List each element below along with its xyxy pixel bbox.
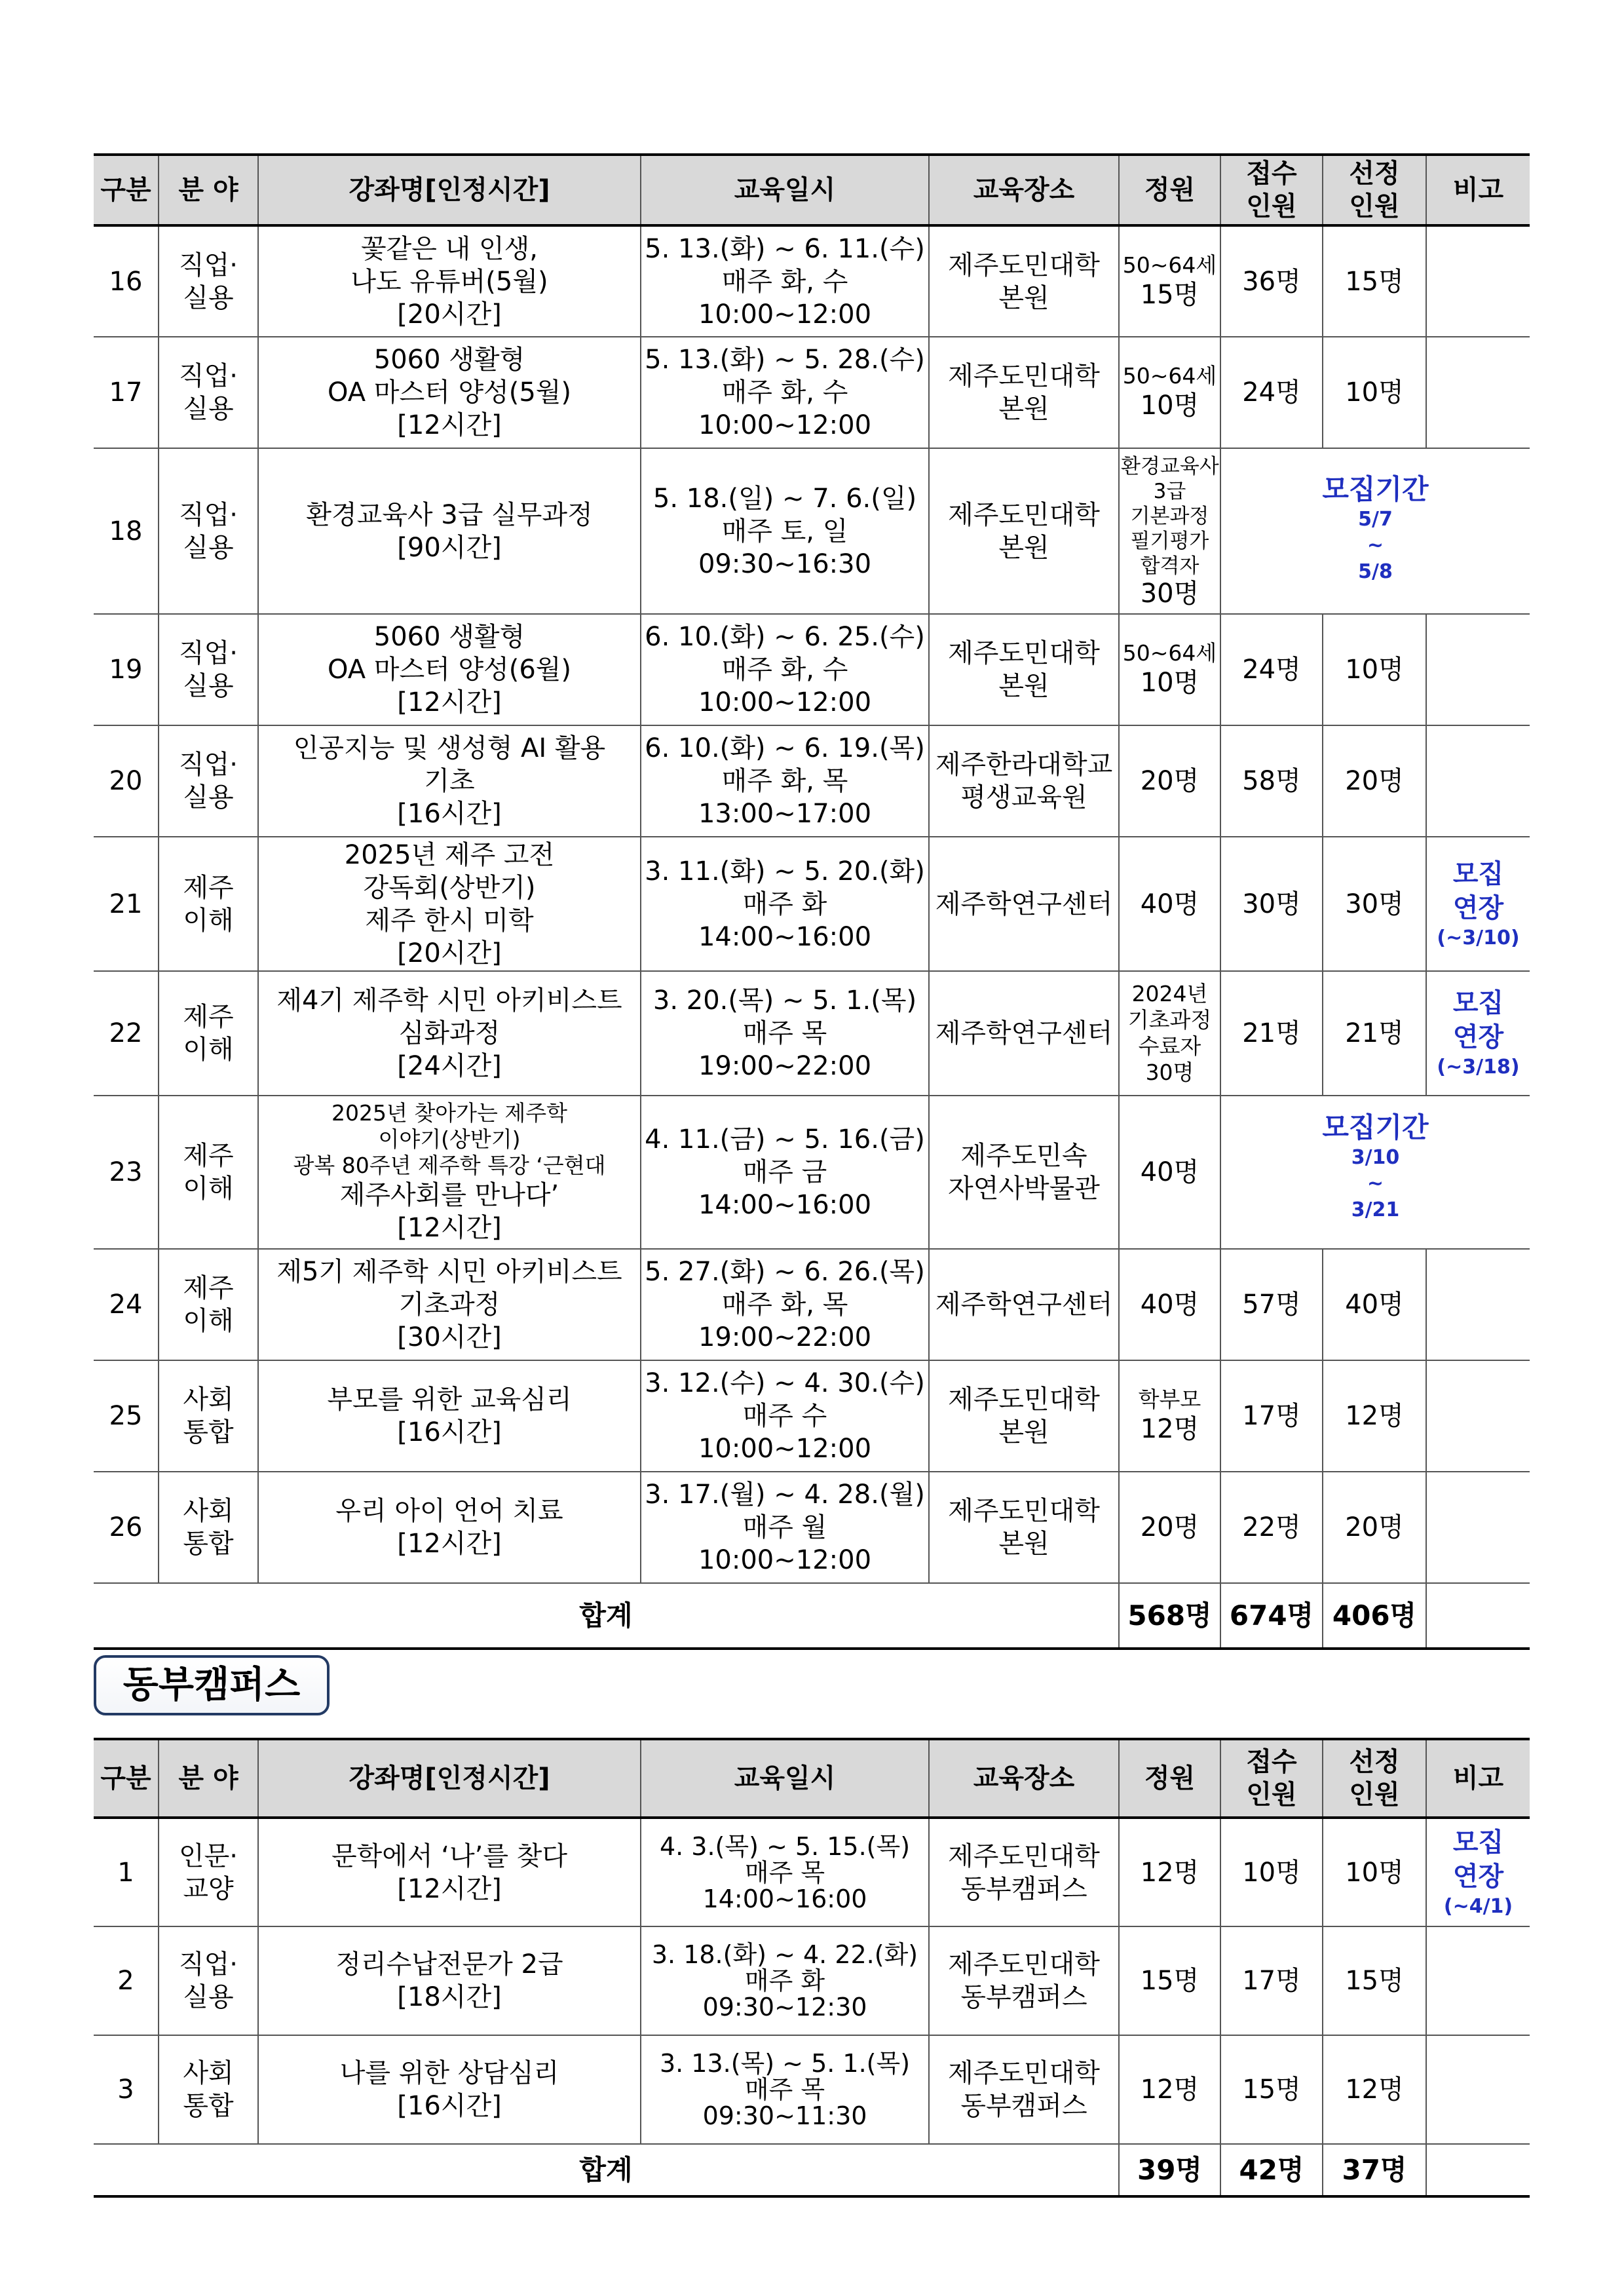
table-row: [94, 1818, 1530, 1926]
table-row: [94, 337, 1530, 448]
row-place: 제주도민대학 동부캠퍼스: [929, 1926, 1119, 2035]
row-place: 제주도민대학 본원: [929, 614, 1119, 725]
row-field: 제주 이해: [159, 837, 258, 971]
row-selected: 10명: [1323, 614, 1426, 725]
row-schedule: 5. 13.(화) ~ 6. 11.(수) 매주 화, 수 10:00~12:00: [641, 225, 929, 337]
row-selected: 20명: [1323, 1472, 1426, 1583]
row-capacity: 12명: [1119, 1818, 1220, 1926]
row-schedule: 6. 10.(화) ~ 6. 25.(수) 매주 화, 수 10:00~12:00: [641, 614, 929, 725]
row-course: 인공지능 및 생성형 AI 활용 기초 [16시간]: [258, 725, 641, 837]
row-selected: 12명: [1323, 2035, 1426, 2144]
row-field: 제주 이해: [159, 1096, 258, 1249]
row-selected: 15명: [1323, 225, 1426, 337]
row-schedule: 4. 11.(금) ~ 5. 16.(금) 매주 금 14:00~16:00: [641, 1096, 929, 1249]
row-capacity: 12명: [1119, 2035, 1220, 2144]
row-selected: 10명: [1323, 337, 1426, 448]
row-selected: 30명: [1323, 837, 1426, 971]
row-no: 2: [94, 1926, 159, 2035]
section-title-east-campus: 동부캠퍼스: [94, 1655, 330, 1715]
table-row: [94, 837, 1530, 971]
row-schedule: 5. 27.(화) ~ 6. 26.(목) 매주 화, 목 19:00~22:00: [641, 1249, 929, 1360]
row-course: 2025년 찾아가는 제주학 이야기(상반기) 광복 80주년 제주학 특강 ‘근현대 제주사회를 만나다’ [12시간]: [258, 1096, 641, 1249]
table-row: [94, 725, 1530, 837]
table-row: [94, 1096, 1530, 1249]
col-schedule-header: 교육일시: [641, 155, 929, 225]
row-selected: 40명: [1323, 1249, 1426, 1360]
col-field-header: 분 야: [159, 155, 258, 225]
row-no: 3: [94, 2035, 159, 2144]
row-schedule: 5. 18.(일) ~ 7. 6.(일) 매주 토, 일 09:30~16:30: [641, 448, 929, 614]
row-note: [1426, 2035, 1530, 2144]
row-no: 26: [94, 1472, 159, 1583]
row-field: 직업· 실용: [159, 1926, 258, 2035]
col-place-header: 교육장소: [929, 1739, 1119, 1818]
row-note: [1426, 614, 1530, 725]
row-capacity: 50~64세 15명: [1119, 225, 1220, 337]
row-applied: 15명: [1220, 2035, 1323, 2144]
row-capacity: 20명: [1119, 1472, 1220, 1583]
col-capacity-header: 정원: [1119, 1739, 1220, 1818]
row-applied: 17명: [1220, 1926, 1323, 2035]
row-no: 16: [94, 225, 159, 337]
total-label: 합계: [94, 1583, 1119, 1649]
table-row: [94, 448, 1530, 614]
row-field: 직업· 실용: [159, 614, 258, 725]
row-place: 제주도민대학 본원: [929, 1472, 1119, 1583]
row-course: 2025년 제주 고전 강독회(상반기) 제주 한시 미학 [20시간]: [258, 837, 641, 971]
total-note: [1426, 1583, 1530, 1649]
table-row: [94, 225, 1530, 337]
total-applied: 674명: [1220, 1583, 1323, 1649]
row-selected: 12명: [1323, 1360, 1426, 1472]
col-course-header: 강좌명[인정시간]: [258, 1739, 641, 1818]
row-applied: 24명: [1220, 337, 1323, 448]
row-no: 19: [94, 614, 159, 725]
row-field: 직업· 실용: [159, 337, 258, 448]
row-place: 제주학연구센터: [929, 837, 1119, 971]
row-no: 23: [94, 1096, 159, 1249]
table-row: [94, 1249, 1530, 1360]
table-row: [94, 1926, 1530, 2035]
row-note: [1426, 1360, 1530, 1472]
row-applied: 57명: [1220, 1249, 1323, 1360]
row-applied: 36명: [1220, 225, 1323, 337]
row-note: [1426, 1249, 1530, 1360]
east-campus-table: [94, 1738, 1530, 2198]
row-field: 제주 이해: [159, 1249, 258, 1360]
row-note: 모집 연장 (~3/18): [1426, 971, 1530, 1096]
col-place-header: 교육장소: [929, 155, 1119, 225]
table-row: [94, 614, 1530, 725]
header-row: [94, 1739, 1530, 1818]
row-no: 24: [94, 1249, 159, 1360]
col-no-header: 구분: [94, 1739, 159, 1818]
row-capacity: 40명: [1119, 1249, 1220, 1360]
row-applied: 24명: [1220, 614, 1323, 725]
row-course: 정리수납전문가 2급 [18시간]: [258, 1926, 641, 2035]
col-no-header: 구분: [94, 155, 159, 225]
total-row: [94, 2144, 1530, 2196]
recruit-period-note: 모집기간 5/7 ~ 5/8: [1220, 448, 1530, 614]
row-note: 모집 연장 (~3/10): [1426, 837, 1530, 971]
row-field: 직업· 실용: [159, 725, 258, 837]
row-capacity: 40명: [1119, 837, 1220, 971]
main-course-table: [94, 153, 1530, 1650]
row-applied: 10명: [1220, 1818, 1323, 1926]
total-label: 합계: [94, 2144, 1119, 2196]
table-row: [94, 971, 1530, 1096]
row-capacity: 학부모 12명: [1119, 1360, 1220, 1472]
row-schedule: 3. 17.(월) ~ 4. 28.(월) 매주 월 10:00~12:00: [641, 1472, 929, 1583]
row-field: 인문· 교양: [159, 1818, 258, 1926]
table-row: [94, 2035, 1530, 2144]
header-row: [94, 155, 1530, 225]
row-place: 제주도민대학 동부캠퍼스: [929, 1818, 1119, 1926]
row-field: 직업· 실용: [159, 225, 258, 337]
row-selected: 21명: [1323, 971, 1426, 1096]
row-place: 제주도민대학 본원: [929, 225, 1119, 337]
total-selected: 406명: [1323, 1583, 1426, 1649]
row-note: [1426, 1926, 1530, 2035]
col-selected-header: 선정 인원: [1323, 155, 1426, 225]
col-course-header: 강좌명[인정시간]: [258, 155, 641, 225]
row-note: 모집 연장 (~4/1): [1426, 1818, 1530, 1926]
row-no: 20: [94, 725, 159, 837]
row-schedule: 3. 20.(목) ~ 5. 1.(목) 매주 목 19:00~22:00: [641, 971, 929, 1096]
row-schedule: 3. 11.(화) ~ 5. 20.(화) 매주 화 14:00~16:00: [641, 837, 929, 971]
row-field: 제주 이해: [159, 971, 258, 1096]
row-schedule: 3. 12.(수) ~ 4. 30.(수) 매주 수 10:00~12:00: [641, 1360, 929, 1472]
row-capacity: 20명: [1119, 725, 1220, 837]
total-capacity: 39명: [1119, 2144, 1220, 2196]
row-place: 제주한라대학교 평생교육원: [929, 725, 1119, 837]
row-no: 25: [94, 1360, 159, 1472]
col-selected-header: 선정 인원: [1323, 1739, 1426, 1818]
row-no: 17: [94, 337, 159, 448]
row-capacity: 15명: [1119, 1926, 1220, 2035]
col-applied-header: 접수 인원: [1220, 1739, 1323, 1818]
row-field: 사회 통합: [159, 1360, 258, 1472]
col-note-header: 비고: [1426, 155, 1530, 225]
row-note: [1426, 725, 1530, 837]
row-note: [1426, 337, 1530, 448]
row-selected: 20명: [1323, 725, 1426, 837]
row-place: 제주도민대학 본원: [929, 448, 1119, 614]
row-course: 제4기 제주학 시민 아키비스트 심화과정 [24시간]: [258, 971, 641, 1096]
row-course: 환경교육사 3급 실무과정 [90시간]: [258, 448, 641, 614]
row-note: [1426, 225, 1530, 337]
row-place: 제주학연구센터: [929, 971, 1119, 1096]
col-field-header: 분 야: [159, 1739, 258, 1818]
row-place: 제주도민대학 본원: [929, 337, 1119, 448]
row-course: 나를 위한 상담심리 [16시간]: [258, 2035, 641, 2144]
total-selected: 37명: [1323, 2144, 1426, 2196]
row-schedule: 3. 18.(화) ~ 4. 22.(화) 매주 화 09:30~12:30: [641, 1926, 929, 2035]
row-applied: 58명: [1220, 725, 1323, 837]
row-capacity: 환경교육사 3급 기본과정 필기평가 합격자 30명: [1119, 448, 1220, 614]
row-applied: 22명: [1220, 1472, 1323, 1583]
row-place: 제주도민대학 동부캠퍼스: [929, 2035, 1119, 2144]
row-course: 제5기 제주학 시민 아키비스트 기초과정 [30시간]: [258, 1249, 641, 1360]
row-no: 18: [94, 448, 159, 614]
col-schedule-header: 교육일시: [641, 1739, 929, 1818]
row-schedule: 5. 13.(화) ~ 5. 28.(수) 매주 화, 수 10:00~12:00: [641, 337, 929, 448]
row-course: 우리 아이 언어 치료 [12시간]: [258, 1472, 641, 1583]
row-capacity: 2024년 기초과정 수료자 30명: [1119, 971, 1220, 1096]
row-schedule: 4. 3.(목) ~ 5. 15.(목) 매주 목 14:00~16:00: [641, 1818, 929, 1926]
row-course: 문학에서 ‘나’를 찾다 [12시간]: [258, 1818, 641, 1926]
row-capacity: 40명: [1119, 1096, 1220, 1249]
table-row: [94, 1360, 1530, 1472]
row-schedule: 3. 13.(목) ~ 5. 1.(목) 매주 목 09:30~11:30: [641, 2035, 929, 2144]
row-note: [1426, 1472, 1530, 1583]
row-capacity: 50~64세 10명: [1119, 337, 1220, 448]
row-course: 부모를 위한 교육심리 [16시간]: [258, 1360, 641, 1472]
row-place: 제주학연구센터: [929, 1249, 1119, 1360]
row-no: 1: [94, 1818, 159, 1926]
total-applied: 42명: [1220, 2144, 1323, 2196]
recruit-period-note: 모집기간 3/10 ~ 3/21: [1220, 1096, 1530, 1249]
col-capacity-header: 정원: [1119, 155, 1220, 225]
row-applied: 21명: [1220, 971, 1323, 1096]
row-selected: 15명: [1323, 1926, 1426, 2035]
table-row: [94, 1472, 1530, 1583]
total-row: [94, 1583, 1530, 1649]
row-course: 5060 생활형 OA 마스터 양성(6월) [12시간]: [258, 614, 641, 725]
row-field: 사회 통합: [159, 1472, 258, 1583]
row-course: 5060 생활형 OA 마스터 양성(5월) [12시간]: [258, 337, 641, 448]
col-applied-header: 접수 인원: [1220, 155, 1323, 225]
row-field: 사회 통합: [159, 2035, 258, 2144]
row-no: 22: [94, 971, 159, 1096]
row-place: 제주도민속 자연사박물관: [929, 1096, 1119, 1249]
row-field: 직업· 실용: [159, 448, 258, 614]
row-capacity: 50~64세 10명: [1119, 614, 1220, 725]
row-no: 21: [94, 837, 159, 971]
col-note-header: 비고: [1426, 1739, 1530, 1818]
row-course: 꽃같은 내 인생, 나도 유튜버(5월) [20시간]: [258, 225, 641, 337]
row-place: 제주도민대학 본원: [929, 1360, 1119, 1472]
row-schedule: 6. 10.(화) ~ 6. 19.(목) 매주 화, 목 13:00~17:00: [641, 725, 929, 837]
total-note: [1426, 2144, 1530, 2196]
total-capacity: 568명: [1119, 1583, 1220, 1649]
row-applied: 30명: [1220, 837, 1323, 971]
row-selected: 10명: [1323, 1818, 1426, 1926]
row-applied: 17명: [1220, 1360, 1323, 1472]
